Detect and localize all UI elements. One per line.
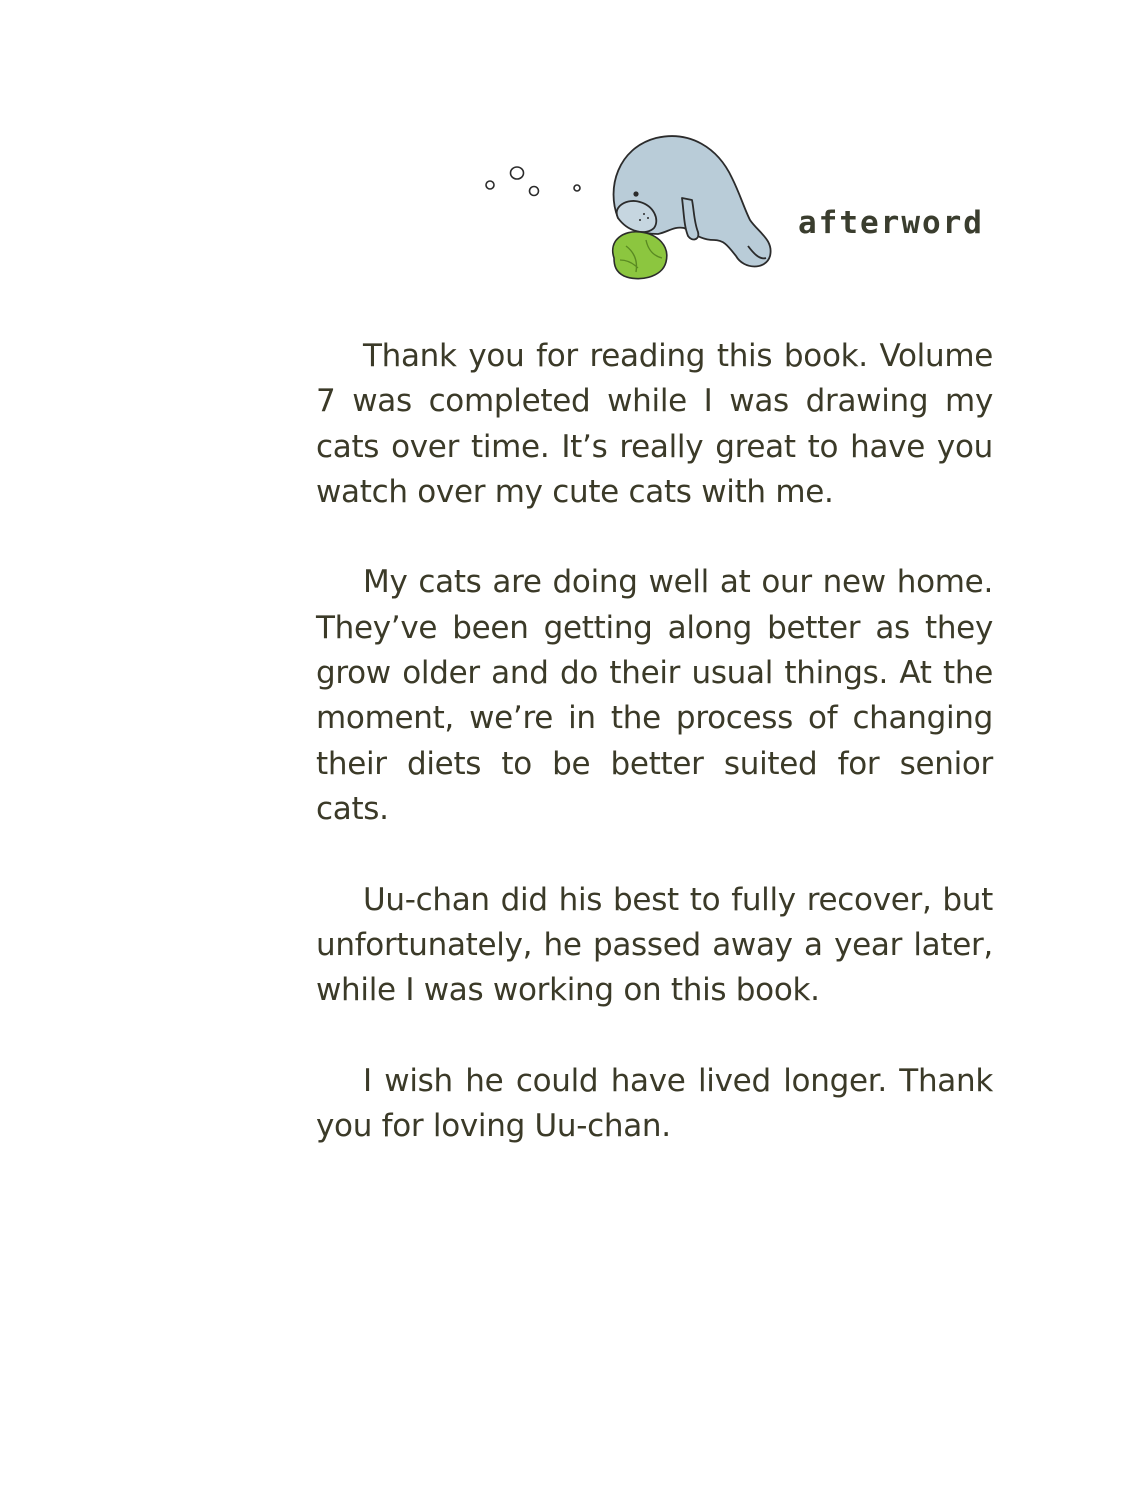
manatee-eating-lettuce-icon	[478, 128, 788, 288]
paragraph-2: My cats are doing well at our new home. They’ve been getting along better as they grow older and do their usual things. At the moment, we’re in the process of changing their diets to be better suited for senior cats.	[316, 564, 993, 827]
paragraph-1: Thank you for reading this book. Volume 7 was completed while I was drawing my cats over time. It’s really great to have you watch over my cute cats with me.	[316, 338, 993, 510]
bubbles-icon	[486, 167, 580, 196]
page-title: afterword	[798, 205, 984, 241]
paragraph-4: I wish he could have lived longer. Thank you for loving Uu-chan.	[316, 1062, 993, 1145]
lettuce-icon	[613, 232, 667, 279]
manatee-illustration	[478, 128, 788, 288]
afterword-text	[316, 334, 993, 1149]
paragraph-3: Uu-chan did his best to fully recover, but unfortunately, he passed away a year later, while I was working on this book.	[316, 881, 993, 1009]
